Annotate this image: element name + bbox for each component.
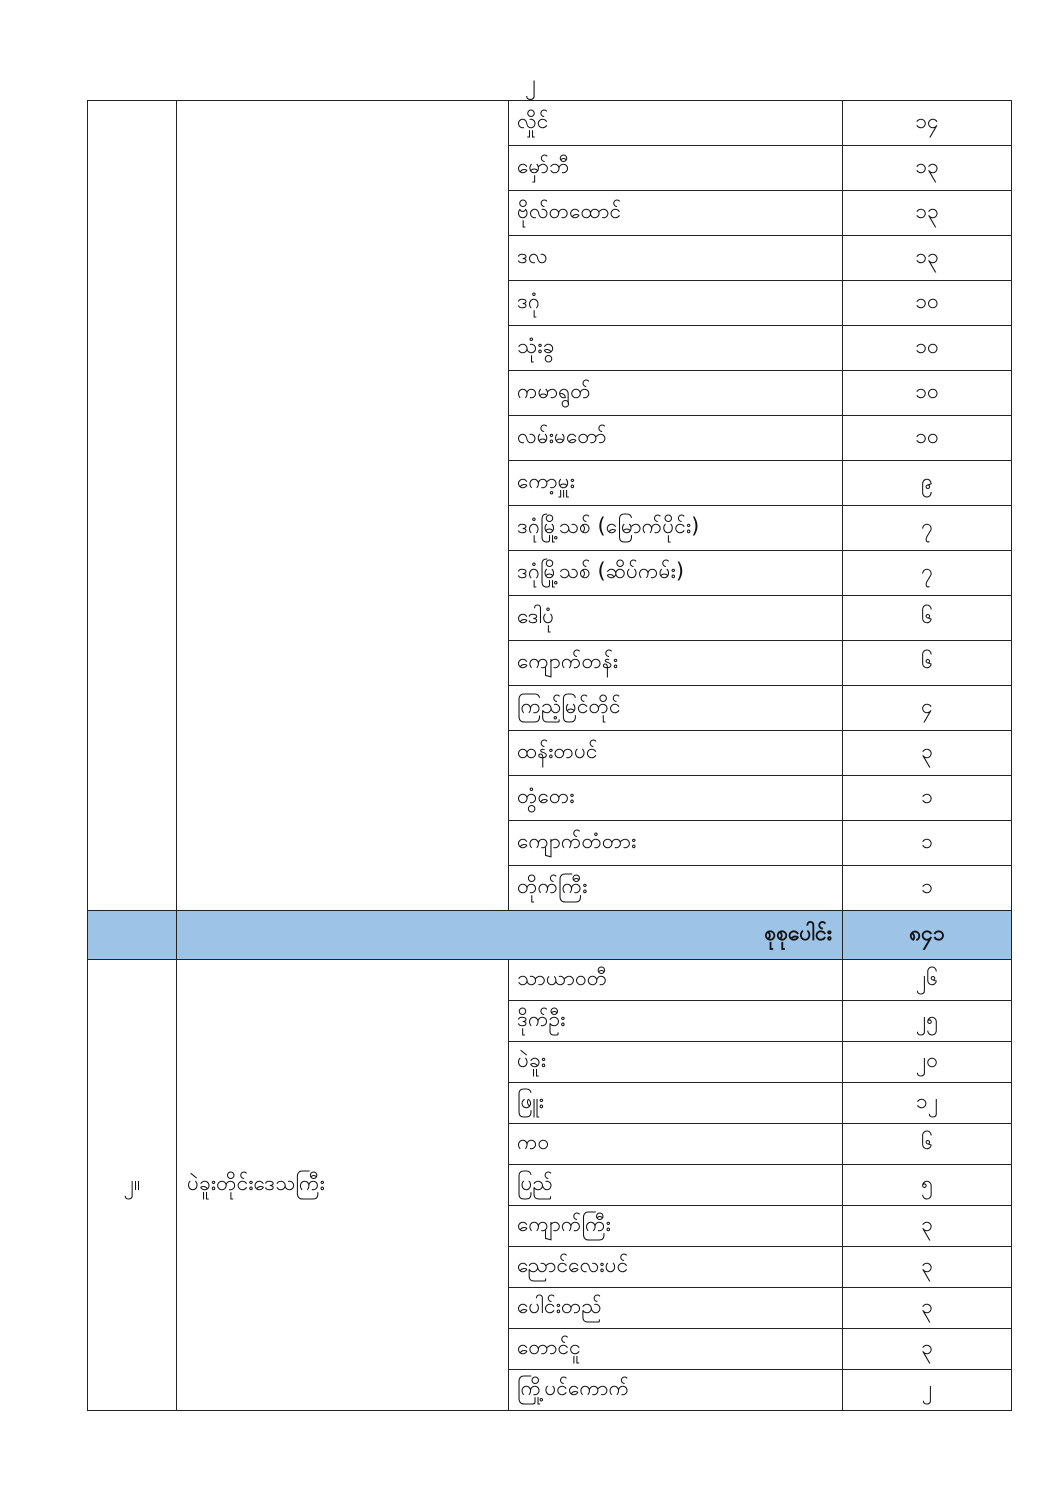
township-name: ကျောက်ကြီး bbox=[509, 1206, 843, 1247]
township-count: ၄ bbox=[843, 686, 1012, 731]
township-name: ဒဂုံမြို့သစ် (မြောက်ပိုင်း) bbox=[509, 506, 843, 551]
township-count: ၁ bbox=[843, 821, 1012, 866]
township-name: ပြည် bbox=[509, 1165, 843, 1206]
township-count: ၃ bbox=[843, 1329, 1012, 1370]
township-count: ၁ bbox=[843, 776, 1012, 821]
township-name: ဒလ bbox=[509, 236, 843, 281]
township-count: ၁၀ bbox=[843, 281, 1012, 326]
township-name: ကျောက်တန်း bbox=[509, 641, 843, 686]
township-name: ကဝ bbox=[509, 1124, 843, 1165]
township-name: ဗိုလ်တထောင် bbox=[509, 191, 843, 236]
township-count: ၃ bbox=[843, 1206, 1012, 1247]
township-count: ၃ bbox=[843, 1288, 1012, 1329]
township-name: ကြည့်မြင်တိုင် bbox=[509, 686, 843, 731]
township-count: ၂ bbox=[843, 1370, 1012, 1411]
township-count: ၁၃ bbox=[843, 236, 1012, 281]
township-name: တိုက်ကြီး bbox=[509, 866, 843, 911]
township-name: တောင်ငူ bbox=[509, 1329, 843, 1370]
township-count: ၆ bbox=[843, 641, 1012, 686]
township-name: ဒိုက်ဦး bbox=[509, 1001, 843, 1042]
township-name: တွံတေး bbox=[509, 776, 843, 821]
township-name: ညောင်လေးပင် bbox=[509, 1247, 843, 1288]
township-name: သုံးခွ bbox=[509, 326, 843, 371]
township-count: ၁၄ bbox=[843, 101, 1012, 146]
table-row bbox=[88, 960, 1012, 1001]
region-number: ၂။ bbox=[88, 960, 177, 1411]
total-row bbox=[88, 911, 1012, 960]
township-name: ကျောက်တံတား bbox=[509, 821, 843, 866]
township-name: လှိုင် bbox=[509, 101, 843, 146]
total-value: ၈၄၁ bbox=[843, 911, 1012, 960]
township-count: ၁၀ bbox=[843, 326, 1012, 371]
township-count: ၁၃ bbox=[843, 146, 1012, 191]
township-name: ထန်းတပင် bbox=[509, 731, 843, 776]
township-name: ဒေါပုံ bbox=[509, 596, 843, 641]
region-name: ပဲခူးတိုင်းဒေသကြီး bbox=[177, 960, 509, 1411]
township-name: လမ်းမတော် bbox=[509, 416, 843, 461]
township-count: ၉ bbox=[843, 461, 1012, 506]
total-empty-cell bbox=[88, 911, 177, 960]
township-name: သာယာဝတီ bbox=[509, 960, 843, 1001]
township-count: ၇ bbox=[843, 506, 1012, 551]
township-count: ၆ bbox=[843, 1124, 1012, 1165]
township-count: ၂၅ bbox=[843, 1001, 1012, 1042]
township-name: ပေါင်းတည် bbox=[509, 1288, 843, 1329]
page-number: ၂ bbox=[525, 71, 536, 96]
township-count: ၆ bbox=[843, 596, 1012, 641]
township-name: ပဲခူး bbox=[509, 1042, 843, 1083]
region-name-cell bbox=[177, 101, 509, 911]
township-count: ၁၃ bbox=[843, 191, 1012, 236]
township-name: ဖြူး bbox=[509, 1083, 843, 1124]
township-name: ဒဂုံမြို့သစ် (ဆိပ်ကမ်း) bbox=[509, 551, 843, 596]
township-count: ၃ bbox=[843, 1247, 1012, 1288]
township-name: မှော်ဘီ bbox=[509, 146, 843, 191]
township-count: ၁ bbox=[843, 866, 1012, 911]
township-name: ကမာရွတ် bbox=[509, 371, 843, 416]
township-count: ၃ bbox=[843, 731, 1012, 776]
township-count: ၂၆ bbox=[843, 960, 1012, 1001]
township-count: ၁၀ bbox=[843, 416, 1012, 461]
township-count: ၂၀ bbox=[843, 1042, 1012, 1083]
township-table bbox=[87, 100, 1012, 1411]
township-count: ၅ bbox=[843, 1165, 1012, 1206]
table-row bbox=[88, 101, 1012, 146]
township-name: ကြို့ပင်ကောက် bbox=[509, 1370, 843, 1411]
township-count: ၁၀ bbox=[843, 371, 1012, 416]
total-label: စုစုပေါင်း bbox=[177, 911, 843, 960]
region-number-cell bbox=[88, 101, 177, 911]
township-count: ၁၂ bbox=[843, 1083, 1012, 1124]
township-name: ကော့မှူး bbox=[509, 461, 843, 506]
township-name: ဒဂုံ bbox=[509, 281, 843, 326]
township-count: ၇ bbox=[843, 551, 1012, 596]
